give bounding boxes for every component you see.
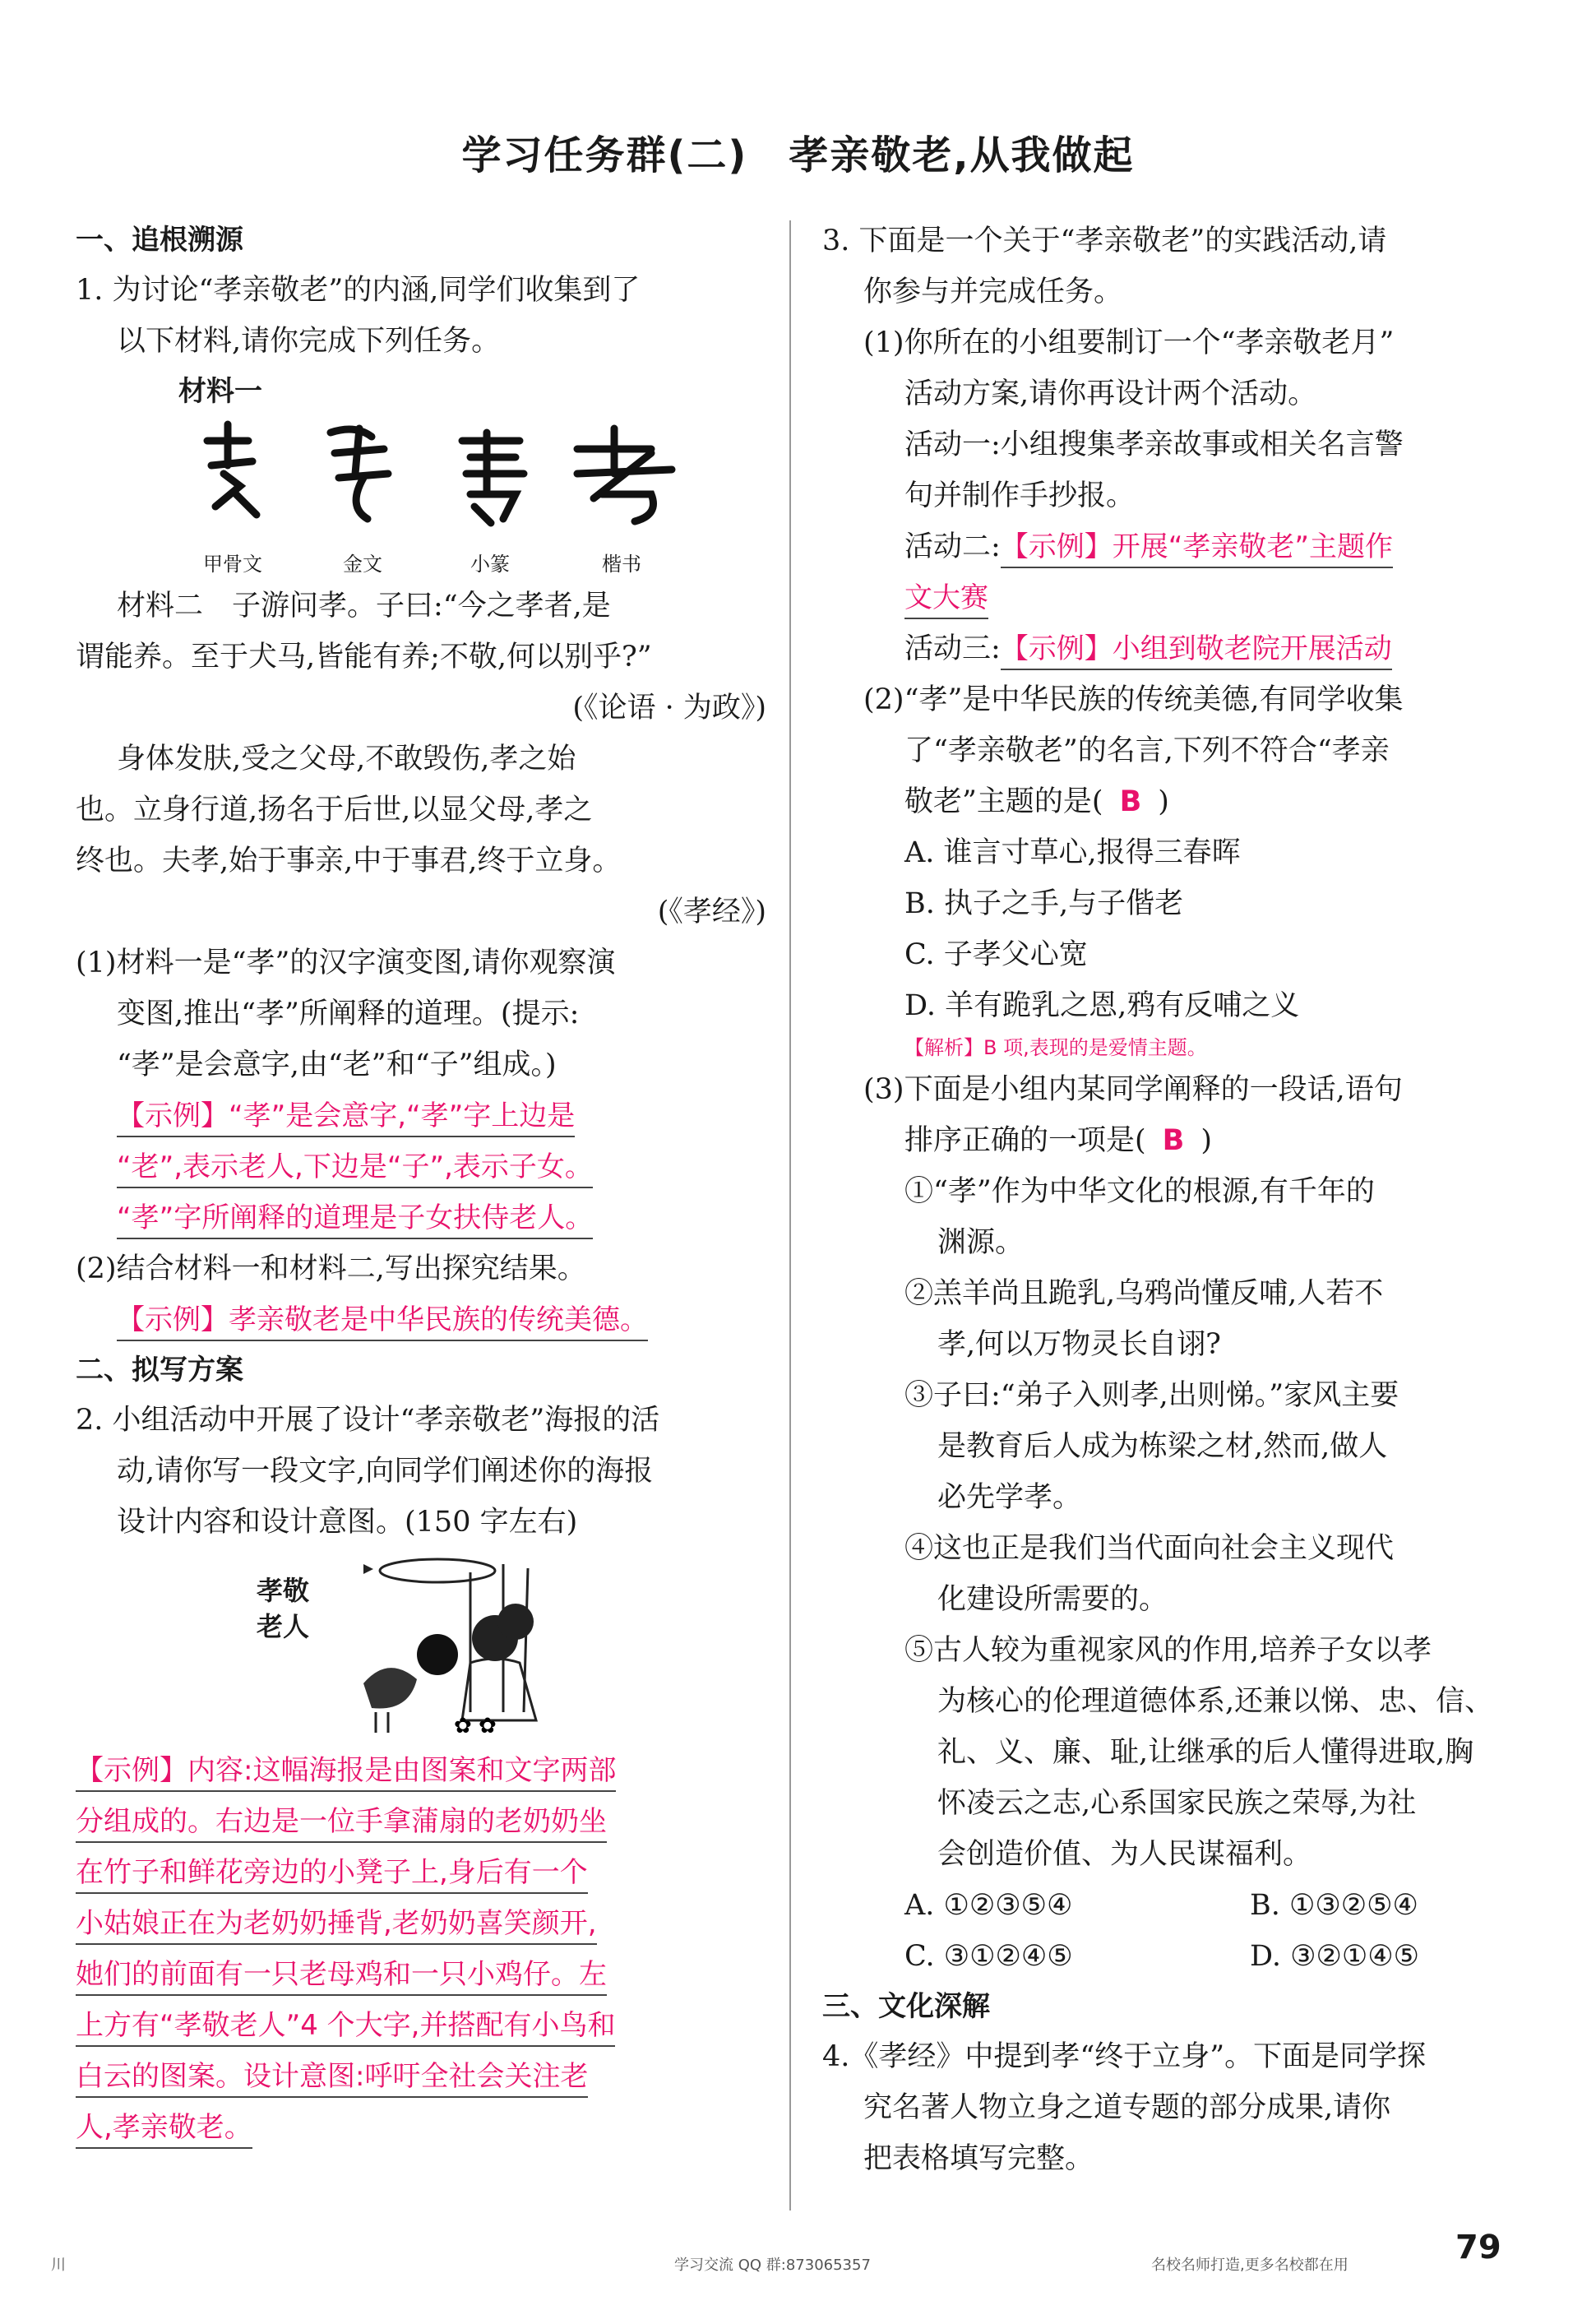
answer-q2 <box>76 1745 766 2153</box>
footer-center-text: 学习交流 QQ 群:873065357 <box>674 2257 871 2274</box>
q3-text: 你参与并完成任务。 <box>863 275 1123 308</box>
material-2-text: 材料二 子游问孝。子曰:“今之孝者,是 <box>117 590 611 623</box>
answer-q2-line: 白云的图案。设计意图:呼吁全社会关注老 <box>76 2051 766 2102</box>
answer-q1-1: “孝”字所阐释的道理是子女扶侍老人。 <box>76 1192 766 1243</box>
sentence-line: ⑤古人较为重视家风的作用,培养子女以孝 <box>904 1634 1432 1667</box>
poster-illustration <box>76 1548 766 1745</box>
choices-row-1 <box>822 1880 1513 1931</box>
answer-q2-line: 在竹子和鲜花旁边的小凳子上,身后有一个 <box>76 1847 766 1898</box>
choice-d: D. ③②①④⑤ <box>1250 1940 1419 1973</box>
analysis-note: 【解析】B 项,表现的是爱情主题。 <box>904 1036 1207 1059</box>
q1-1-text: “孝”是会意字,由“老”和“子”组成。) <box>117 1049 557 1081</box>
activity-3: 活动三:【示例】小组到敬老院开展活动 <box>822 623 1513 674</box>
answer-q3-2: B <box>1119 785 1142 818</box>
page-number: 79 <box>1455 2229 1501 2266</box>
caption-bronze: 金文 <box>343 553 382 576</box>
answer-q1-2: 【示例】孝亲敬老是中华民族的传统美德。 <box>76 1294 766 1345</box>
q3-2-text: 敬老”主题的是( B ) <box>904 785 1169 818</box>
footer-left-mark: 川 <box>51 2257 66 2274</box>
choice-a: A. ①②③⑤④ <box>904 1889 1073 1922</box>
activity-1: 句并制作手抄报。 <box>904 479 1136 512</box>
answer-q1-1: 【示例】“孝”是会意字,“孝”字上边是 <box>76 1090 766 1141</box>
section-heading-1: 一、追根溯源 <box>76 224 243 257</box>
caption-oracle: 甲骨文 <box>203 553 262 576</box>
sentence-line: 孝,何以万物灵长自诩? <box>937 1328 1221 1361</box>
sentence-line: ①“孝”作为中华文化的根源,有千年的 <box>904 1175 1375 1208</box>
q2-text: 动,请你写一段文字,向同学们阐述你的海报 <box>117 1455 654 1488</box>
material-2-text: 也。立身行道,扬名于后世,以显父母,孝之 <box>76 794 593 826</box>
sentence-line: ④这也正是我们当代面向社会主义现代 <box>904 1532 1395 1565</box>
option-b: B. 执子之手,与子偕老 <box>904 887 1184 920</box>
q3-1-text: 活动方案,请你再设计两个活动。 <box>904 377 1317 410</box>
answer-q2-line: 上方有“孝敬老人”4 个大字,并搭配有小鸟和 <box>76 2000 766 2051</box>
material-2-text: 终也。夫孝,始于事亲,中于事君,终于立身。 <box>76 845 622 877</box>
material-2-text: 身体发肤,受之父母,不敢毁伤,孝之始 <box>117 743 576 775</box>
material-2-source: (《论语 · 为政》) <box>572 692 766 724</box>
choice-b: B. ①③②⑤④ <box>1250 1889 1418 1922</box>
right-column <box>822 215 1513 2184</box>
answer-q1-1: “老”,表示老人,下边是“子”,表示子女。 <box>76 1141 766 1192</box>
q1-text: 以下材料,请你完成下列任务。 <box>117 325 501 358</box>
sentence-line: ③子曰:“弟子入则孝,出则悌。”家风主要 <box>904 1379 1399 1412</box>
sentence-line: 是教育后人成为栋梁之材,然而,做人 <box>937 1430 1388 1463</box>
choice-c: C. ③①②④⑤ <box>904 1940 1073 1973</box>
xiao-glyphs-image <box>191 416 717 531</box>
section-heading-3: 三、文化深解 <box>822 1990 990 2023</box>
answer-q2-line: 小姑娘正在为老奶奶捶背,老奶奶喜笑颜开, <box>76 1898 766 1949</box>
q4-text: 把表格填写完整。 <box>863 2142 1094 2175</box>
svg-text:✿ ✿: ✿ ✿ <box>454 1714 497 1738</box>
answer-q2-line: 人,孝亲敬老。 <box>76 2102 766 2153</box>
sentence-line: 化建设所需要的。 <box>937 1583 1168 1616</box>
caption-regular: 楷书 <box>602 553 641 576</box>
sentence-line: 渊源。 <box>937 1226 1025 1259</box>
left-column <box>76 215 766 2153</box>
option-c: C. 子孝父心宽 <box>904 938 1088 971</box>
material-2-source: (《孝经》) <box>657 896 766 928</box>
sentence-line: 为核心的伦理道德体系,还兼以悌、忠、信、 <box>937 1685 1494 1718</box>
answer-q2-line: 分组成的。右边是一位手拿蒲扇的老奶奶坐 <box>76 1796 766 1847</box>
q4-text: 究名著人物立身之道专题的部分成果,请你 <box>863 2091 1391 2124</box>
q3-2-text: 了“孝亲敬老”的名言,下列不符合“孝亲 <box>904 734 1390 767</box>
q2-text: 2. 小组活动中开展了设计“孝亲敬老”海报的活 <box>76 1404 660 1437</box>
activity-1: 活动一:小组搜集孝亲故事或相关名言警 <box>904 428 1404 461</box>
q4-text: 4.《孝经》中提到孝“终于立身”。下面是同学探 <box>822 2040 1427 2073</box>
column-divider <box>789 220 791 2210</box>
q2-text: 设计内容和设计意图。(150 字左右) <box>117 1506 578 1539</box>
q1-2-text: (2)结合材料一和材料二,写出探究结果。 <box>76 1252 586 1285</box>
answer-q2-line: 【示例】内容:这幅海报是由图案和文字两部 <box>76 1745 766 1796</box>
sentence-line: 怀凌云之志,心系国家民族之荣辱,为社 <box>937 1787 1417 1820</box>
page-title: 学习任务群(二) 孝亲敬老,从我做起 <box>461 132 1135 178</box>
answer-q2-line: 她们的前面有一只老母鸡和一只小鸡仔。左 <box>76 1949 766 2000</box>
glyph-captions <box>76 531 766 581</box>
q3-1-text: (1)你所在的小组要制订一个“孝亲敬老月” <box>863 326 1395 359</box>
footer-right-text: 名校名师打造,更多名校都在用 <box>1151 2257 1349 2274</box>
choices-row-2 <box>822 1931 1513 1982</box>
answer-q3-3: B <box>1162 1124 1185 1157</box>
answer-activity-2: 文大赛 <box>822 572 1513 623</box>
q3-2-text: (2)“孝”是中华民族的传统美德,有同学收集 <box>863 683 1404 716</box>
sentence-line: ②羔羊尚且跪乳,乌鸦尚懂反哺,人若不 <box>904 1277 1384 1310</box>
q1-1-text: 变图,推出“孝”所阐释的道理。(提示: <box>117 998 580 1030</box>
q3-3-text: (3)下面是小组内某同学阐释的一段话,语句 <box>863 1073 1403 1106</box>
poster-caption: 孝敬 老人 <box>257 1575 310 1642</box>
q3-3-text: 排序正确的一项是( B ) <box>904 1124 1212 1157</box>
activity-2: 活动二:【示例】开展“孝亲敬老”主题作 <box>822 521 1513 572</box>
caption-seal: 小篆 <box>470 553 510 576</box>
q1-1-text: (1)材料一是“孝”的汉字演变图,请你观察演 <box>76 947 616 979</box>
answer-activity-3: 【示例】小组到敬老院开展活动 <box>1001 632 1392 670</box>
material-1-label: 材料一 <box>178 375 262 408</box>
option-d: D. 羊有跪乳之恩,鸦有反哺之义 <box>904 989 1300 1022</box>
option-a: A. 谁言寸草心,报得三春晖 <box>904 836 1241 869</box>
q1-text: 1. 为讨论“孝亲敬老”的内涵,同学们收集到了 <box>76 274 641 307</box>
sentence-line: 会创造价值、为人民谋福利。 <box>937 1838 1312 1871</box>
section-heading-2: 二、拟写方案 <box>76 1354 243 1386</box>
xiao-evolution-figure <box>76 416 766 531</box>
grandma-and-girl-image <box>339 1548 684 1745</box>
answer-activity-2: 【示例】开展“孝亲敬老”主题作 <box>1001 530 1393 568</box>
material-2-text: 谓能养。至于犬马,皆能有养;不敬,何以别乎?” <box>76 641 652 674</box>
sentence-line: 礼、义、廉、耻,让继承的后人懂得进取,胸 <box>937 1736 1474 1769</box>
sentence-line: 必先学孝。 <box>937 1481 1082 1514</box>
q3-text: 3. 下面是一个关于“孝亲敬老”的实践活动,请 <box>822 225 1387 257</box>
